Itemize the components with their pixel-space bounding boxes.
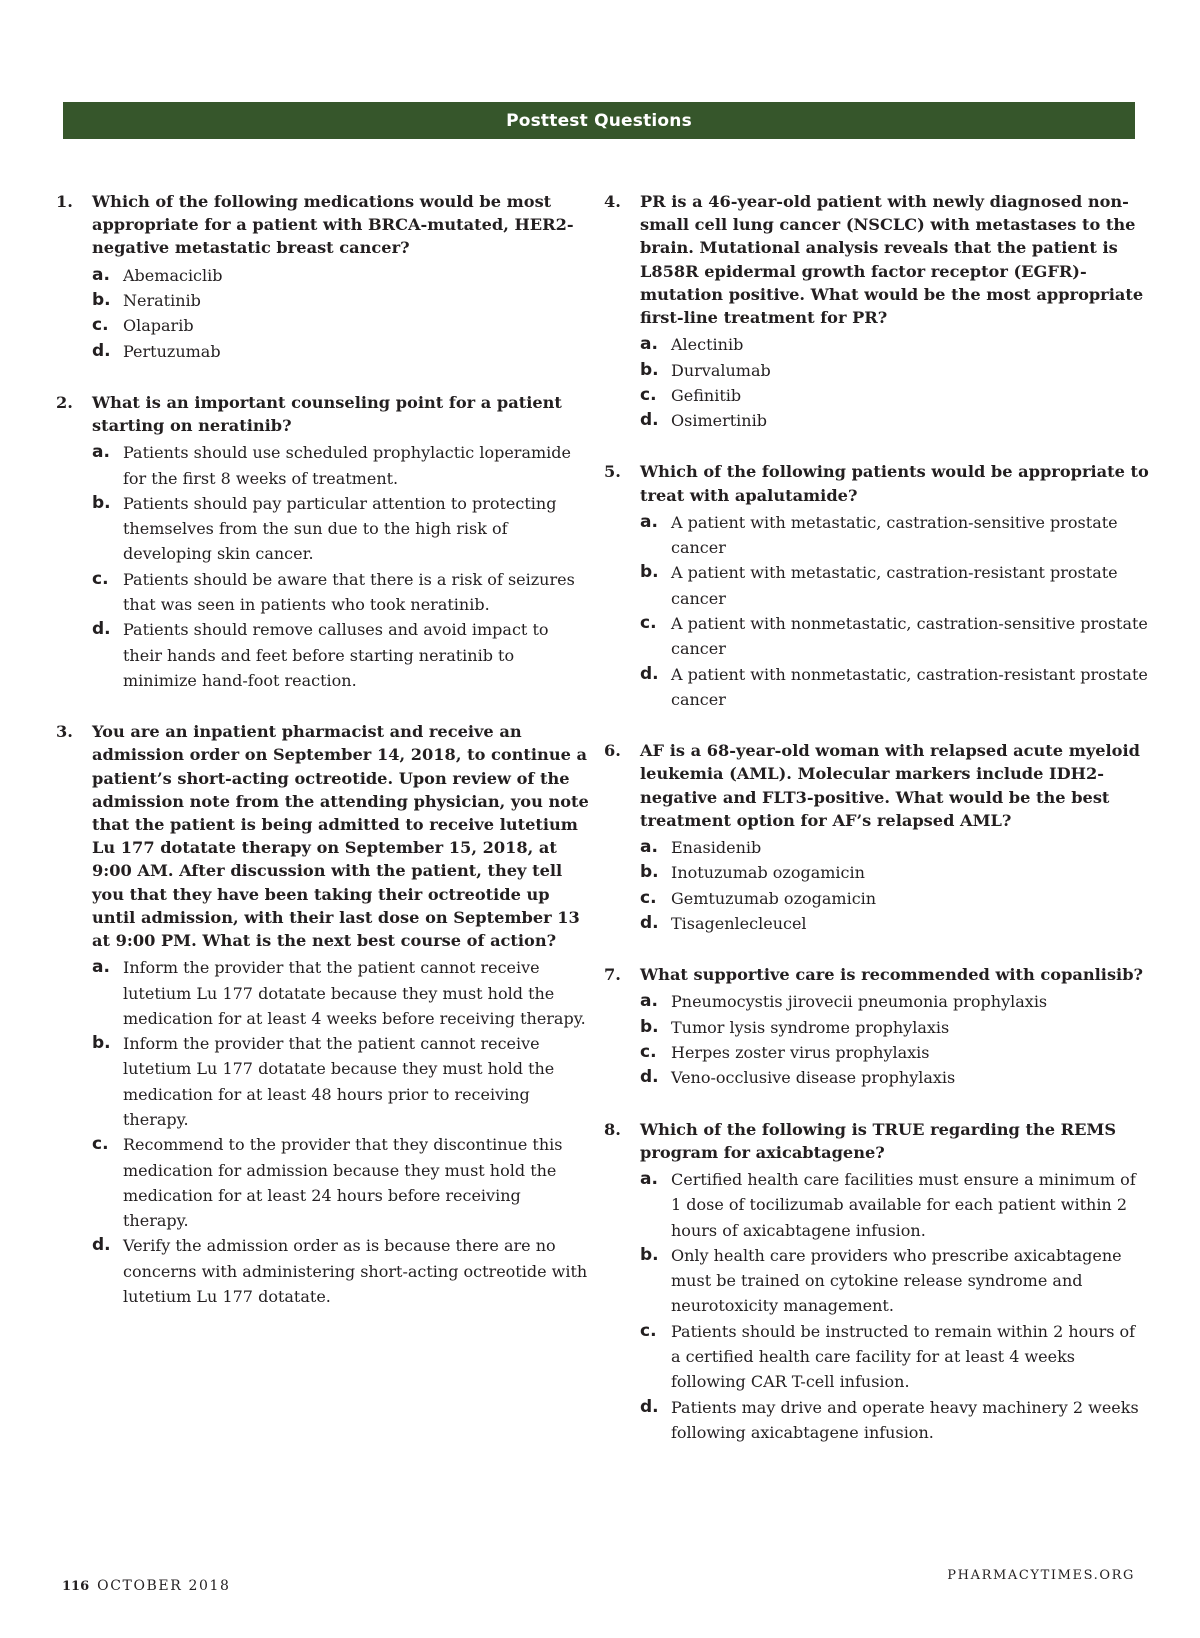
- option-text: Enasidenib: [671, 838, 762, 857]
- option-text: Olaparib: [123, 316, 194, 336]
- question-text: You are an inpatient pharmacist and receive an admission order on September 14, 2018, to continue a patient’s short-acting octreotide. Upon review of the admission note from the attending physician, you note that the patient is being admitted to receive lutetium Lu 177 dotatate therapy on September 15, 2018, at 9:00 AM. After discussion with the patient, they tell you that they have been taking their octreotide up until admission, with their last dose on September 13 at 9:00 PM. What is the next best course of action?: [92, 722, 589, 950]
- answer-option[interactable]: [640, 911, 1149, 936]
- answer-option[interactable]: [92, 955, 591, 1031]
- question-text: What is an important counseling point for a patient starting on neratinib?: [92, 392, 562, 435]
- option-letter: c.: [640, 887, 657, 908]
- question-text: Which of the following patients would be appropriate to treat with apalutamide?: [640, 462, 1149, 505]
- option-letter: b.: [92, 492, 111, 513]
- question-stem: [56, 190, 591, 260]
- question-text: PR is a 46-year-old patient with newly diagnosed non-small cell lung cancer (NSCLC) with metastases to the brain. Mutational analysis reveals that the patient is L858R epidermal growth factor receptor (EGFR)-mutation positive. What would be the most appropriate first-line treatment for PR?: [640, 192, 1144, 328]
- option-text: Tisagenlecleucel: [671, 913, 807, 933]
- question-number: 2.: [56, 392, 73, 412]
- option-text: A patient with nonmetastatic, castration-sensitive prostate cancer: [671, 614, 1148, 659]
- question-number: 8.: [604, 1119, 621, 1139]
- answer-option[interactable]: [92, 339, 591, 364]
- option-letter: a.: [640, 1168, 658, 1189]
- question-stem: [56, 720, 591, 952]
- option-letter: b.: [640, 1244, 659, 1265]
- answer-options: [92, 440, 591, 693]
- answer-option[interactable]: [640, 886, 1149, 911]
- question-stem: [604, 739, 1149, 832]
- question-6: [604, 739, 1149, 936]
- answer-option[interactable]: [640, 989, 1149, 1014]
- option-text: Tumor lysis syndrome prophylaxis: [671, 1017, 950, 1037]
- answer-option[interactable]: [92, 1132, 591, 1233]
- question-number: 3.: [56, 722, 73, 742]
- option-text: Inform the provider that the patient cannot receive lutetium Lu 177 dotatate because they must hold the medication for at least 4 weeks before receiving therapy.: [123, 958, 586, 1028]
- question-stem: [604, 190, 1149, 329]
- option-text: Patients should be instructed to remain within 2 hours of a certified health care facility for at least 4 weeks following CAR T-cell infusion.: [671, 1321, 1136, 1392]
- issue-date: OCTOBER 2018: [97, 1578, 231, 1594]
- answer-options: [640, 332, 1149, 433]
- question-number: 4.: [604, 192, 621, 211]
- answer-option[interactable]: [92, 567, 591, 618]
- question-number: 6.: [604, 741, 621, 761]
- option-text: Patients may drive and operate heavy machinery 2 weeks following axicabtagene infusion.: [671, 1397, 1139, 1442]
- answer-options: [92, 263, 591, 364]
- question-stem: [56, 391, 591, 437]
- answer-options: [92, 955, 591, 1309]
- question-stem: [604, 1118, 1149, 1164]
- option-text: A patient with metastatic, castration-resistant prostate cancer: [671, 563, 1118, 608]
- answer-option[interactable]: [640, 860, 1149, 885]
- question-4: [604, 190, 1149, 433]
- option-text: Durvalumab: [671, 360, 771, 380]
- question-number: 7.: [604, 965, 621, 985]
- option-letter: c.: [640, 384, 657, 405]
- question-7: [604, 963, 1149, 1090]
- option-letter: c.: [640, 1041, 657, 1062]
- option-letter: b.: [640, 862, 659, 883]
- question-8: [604, 1118, 1149, 1446]
- answer-options: [640, 989, 1149, 1090]
- question-stem: [604, 460, 1149, 506]
- option-letter: b.: [92, 1033, 111, 1054]
- section-header-bar: [63, 102, 1135, 139]
- question-text: Which of the following is TRUE regarding the REMS program for axicabtagene?: [640, 1119, 1117, 1162]
- option-text: Abemaciclib: [123, 265, 223, 285]
- answer-option[interactable]: [640, 560, 1149, 611]
- option-text: Recommend to the provider that they discontinue this medication for admission because they must hold the medication for at least 24 hours before receiving therapy.: [123, 1135, 563, 1231]
- right-column: [604, 190, 1149, 1445]
- answer-options: [640, 1167, 1149, 1445]
- answer-option[interactable]: [640, 1319, 1149, 1395]
- option-letter: d.: [640, 410, 659, 431]
- website-link[interactable]: PHARMACYTIMES.ORG: [947, 1568, 1135, 1583]
- option-text: Patients should pay particular attention to protecting themselves from the sun due to the high risk of developing skin cancer.: [123, 493, 557, 564]
- question-stem: [604, 963, 1149, 986]
- answer-option[interactable]: [640, 662, 1149, 713]
- answer-option[interactable]: [640, 332, 1149, 357]
- option-letter: a.: [92, 442, 110, 463]
- option-letter: d.: [640, 912, 659, 933]
- section-title: Posttest Questions: [506, 110, 692, 131]
- option-text: A patient with metastatic, castration-sensitive prostate cancer: [671, 512, 1118, 558]
- option-text: A patient with nonmetastatic, castration-resistant prostate cancer: [671, 664, 1148, 709]
- option-letter: d.: [92, 619, 111, 640]
- answer-options: [640, 835, 1149, 936]
- question-text: AF is a 68-year-old woman with relapsed acute myeloid leukemia (AML). Molecular markers include IDH2-negative and FLT3-positive. What would be the best treatment option for AF’s relapsed AML?: [640, 741, 1140, 830]
- option-text: Patients should use scheduled prophylactic loperamide for the first 8 weeks of treatment.: [123, 443, 571, 488]
- option-text: Verify the admission order as is because there are no concerns with administering short-acting octreotide with lutetium Lu 177 dotatate.: [123, 1236, 588, 1307]
- answer-option[interactable]: [92, 1233, 591, 1309]
- option-letter: b.: [640, 562, 659, 583]
- option-letter: a.: [640, 991, 658, 1012]
- option-text: Neratinib: [123, 290, 201, 310]
- answer-option[interactable]: [92, 491, 591, 567]
- option-letter: a.: [640, 334, 658, 355]
- question-2: [56, 391, 591, 693]
- option-letter: c.: [92, 1134, 109, 1155]
- left-column: [56, 190, 591, 1309]
- option-text: Certified health care facilities must ensure a minimum of 1 dose of tocilizumab available for each patient within 2 hours of axicabtagene infusion.: [671, 1169, 1136, 1240]
- option-letter: b.: [92, 289, 111, 310]
- option-text: Patients should remove calluses and avoid impact to their hands and feet before starting neratinib to minimize hand-foot reaction.: [123, 620, 549, 690]
- question-3: [56, 720, 591, 1309]
- answer-option[interactable]: [92, 313, 591, 338]
- option-letter: b.: [640, 359, 659, 380]
- option-text: Patients should be aware that there is a risk of seizures that was seen in patients who took neratinib.: [123, 569, 575, 614]
- answer-option[interactable]: [92, 288, 591, 313]
- option-text: Pertuzumab: [123, 341, 221, 361]
- option-text: Inotuzumab ozogamicin: [671, 863, 865, 883]
- option-text: Osimertinib: [671, 411, 767, 431]
- option-letter: a.: [640, 837, 658, 857]
- answer-option[interactable]: [92, 617, 591, 693]
- option-letter: c.: [92, 568, 109, 589]
- question-text: What supportive care is recommended with copanlisib?: [640, 965, 1144, 985]
- answer-option[interactable]: [640, 510, 1149, 561]
- answer-option[interactable]: [92, 263, 591, 288]
- answer-option[interactable]: [640, 1015, 1149, 1040]
- option-letter: d.: [640, 1067, 659, 1088]
- answer-option[interactable]: [640, 358, 1149, 383]
- option-letter: d.: [640, 1396, 659, 1417]
- answer-option[interactable]: [640, 1243, 1149, 1319]
- option-letter: d.: [640, 663, 659, 684]
- answer-option[interactable]: [640, 835, 1149, 860]
- option-letter: c.: [640, 1320, 657, 1341]
- option-letter: b.: [640, 1016, 659, 1037]
- question-number: 1.: [56, 192, 73, 211]
- option-text: Gefinitib: [671, 385, 742, 405]
- answer-option[interactable]: [92, 1031, 591, 1132]
- option-letter: c.: [640, 613, 657, 633]
- answer-option[interactable]: [640, 383, 1149, 408]
- option-letter: a.: [640, 511, 658, 532]
- question-text: Which of the following medications would be most appropriate for a patient with BRCA-mutated, HER2-negative metastatic breast cancer?: [92, 192, 574, 258]
- option-text: Only health care providers who prescribe axicabtagene must be trained on cytokine release syndrome and neurotoxicity management.: [671, 1245, 1122, 1316]
- option-letter: a.: [92, 957, 110, 978]
- page-number: 116: [62, 1579, 90, 1594]
- option-text: Herpes zoster virus prophylaxis: [671, 1042, 930, 1062]
- option-text: Pneumocystis jirovecii pneumonia prophylaxis: [671, 992, 1048, 1012]
- answer-option[interactable]: [640, 1395, 1149, 1446]
- option-letter: c.: [92, 315, 109, 336]
- answer-option[interactable]: [640, 611, 1149, 662]
- answer-option[interactable]: [640, 1065, 1149, 1090]
- option-letter: d.: [92, 340, 111, 361]
- answer-option[interactable]: [640, 1167, 1149, 1243]
- answer-option[interactable]: [640, 408, 1149, 433]
- answer-option[interactable]: [92, 440, 591, 491]
- question-number: 5.: [604, 462, 621, 482]
- option-text: Inform the provider that the patient cannot receive lutetium Lu 177 dotatate because they must hold the medication for at least 48 hours prior to receiving therapy.: [123, 1034, 555, 1129]
- option-letter: a.: [92, 264, 110, 285]
- question-1: [56, 190, 591, 364]
- option-letter: d.: [92, 1235, 111, 1256]
- footer-left: [62, 1578, 230, 1594]
- option-text: Alectinib: [671, 335, 744, 355]
- option-text: Gemtuzumab ozogamicin: [671, 888, 877, 908]
- answer-options: [640, 510, 1149, 712]
- question-5: [604, 460, 1149, 712]
- answer-option[interactable]: [640, 1040, 1149, 1065]
- option-text: Veno-occlusive disease prophylaxis: [671, 1068, 956, 1088]
